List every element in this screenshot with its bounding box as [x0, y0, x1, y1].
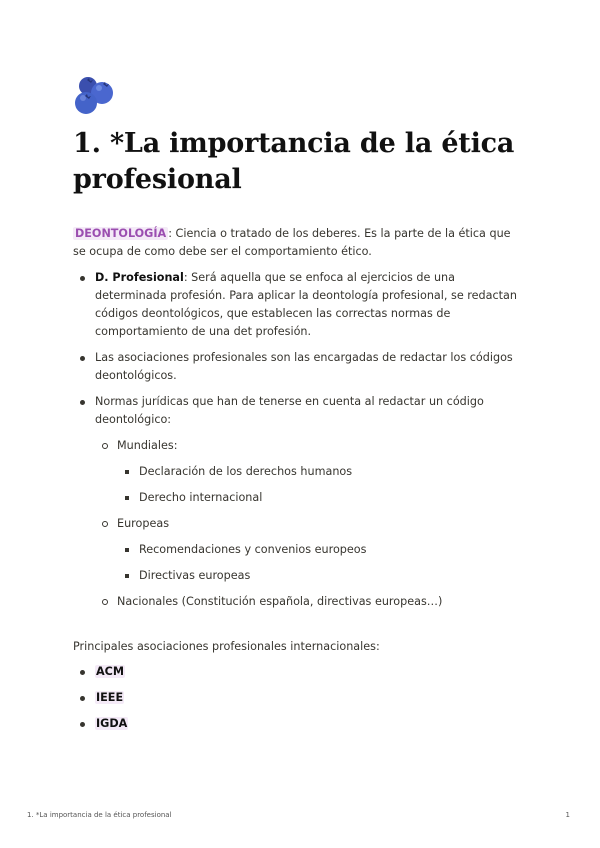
- blueberries-icon: [73, 74, 117, 118]
- sub-list-item: [95, 593, 523, 611]
- association-igda: IGDA: [96, 717, 128, 730]
- list-item-text: Las asociaciones profesionales son las encargadas de redactar los códigos deontológicos.: [95, 351, 513, 382]
- sub-list: [95, 437, 523, 611]
- list-item: [73, 269, 523, 341]
- sub-sub-list-item: Declaración de los derechos humanos: [117, 463, 523, 481]
- association-item: [73, 715, 523, 733]
- association-item: [73, 689, 523, 707]
- sub-list-item-text: Mundiales:: [117, 439, 178, 452]
- footer-title: 1. *La importancia de la ética profesional: [27, 811, 172, 819]
- list-item-text: : Será aquella que se enfoca al ejercicios de una determinada profesión. Para aplicar la deontología profesional, se redactan códigos deontológicos, que establecen las correctas normas de comportamiento de una det profesión.: [95, 271, 517, 338]
- list-item: [73, 349, 523, 385]
- sub-list-item: [95, 515, 523, 585]
- association-acm: ACM: [96, 665, 125, 678]
- sub-list-item: [95, 437, 523, 507]
- main-list: [73, 269, 523, 611]
- association-item: [73, 663, 523, 681]
- associations-list: [73, 663, 523, 733]
- sub-sub-list-item: Directivas europeas: [117, 567, 523, 585]
- list-item-text: Normas jurídicas que han de tenerse en cuenta al redactar un código deontológico:: [95, 395, 484, 426]
- sub-sub-list: [117, 463, 523, 507]
- associations-heading: Principales asociaciones profesionales internacionales:: [73, 640, 380, 653]
- intro-paragraph: [73, 225, 523, 261]
- keyword-deontologia: DEONTOLOGÍA: [75, 227, 167, 240]
- sub-sub-list-item: Derecho internacional: [117, 489, 523, 507]
- page-title: 1. *La importancia de la ética profesional: [73, 128, 515, 195]
- sub-sub-list: [117, 541, 523, 585]
- intro-text: : Ciencia o tratado de los deberes. Es la parte de la ética que se ocupa de como debe ser el comportamiento ético.: [73, 227, 511, 258]
- page-number: 1: [565, 811, 570, 819]
- document-body: [73, 225, 523, 733]
- sub-sub-list-item: Recomendaciones y convenios europeos: [117, 541, 523, 559]
- sub-list-item-text: Nacionales (Constitución española, directivas europeas…): [117, 595, 443, 608]
- list-item: [73, 393, 523, 611]
- association-ieee: IEEE: [96, 691, 124, 704]
- list-item-bold: D. Profesional: [95, 271, 184, 284]
- sub-list-item-text: Europeas: [117, 517, 170, 530]
